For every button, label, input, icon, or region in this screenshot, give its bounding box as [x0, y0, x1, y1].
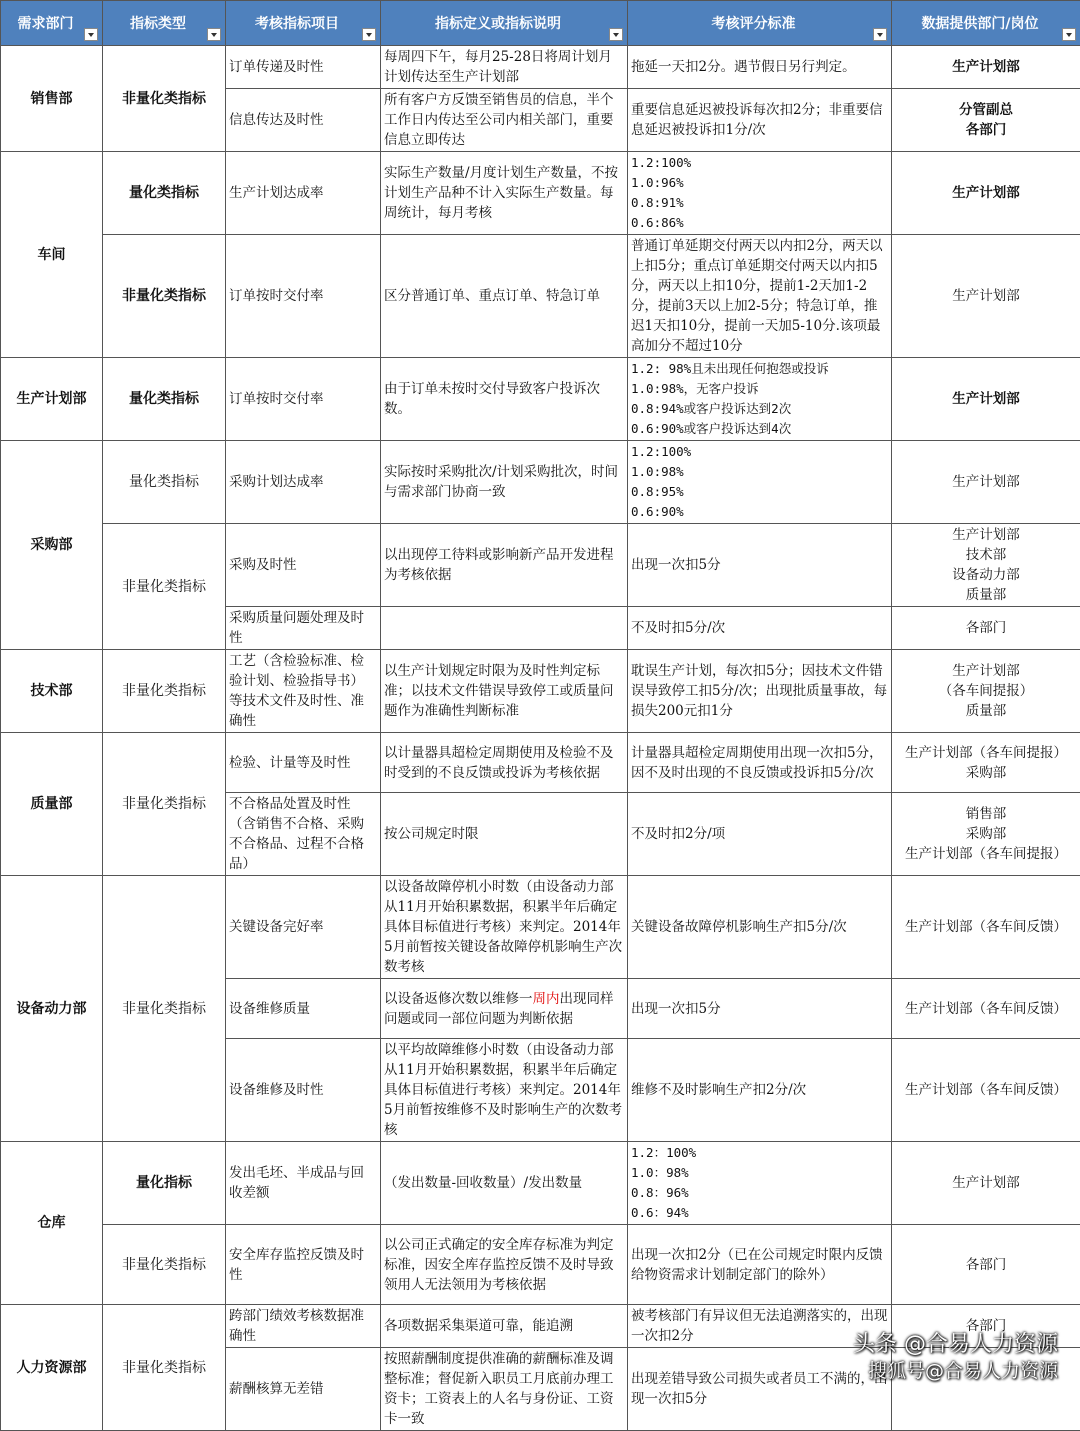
definition-cell: 按公司规定时限 — [381, 793, 628, 876]
item-cell: 工艺（含检验标准、检验计划、检验指导书）等技术文件及时性、准确性 — [226, 650, 381, 733]
provider-cell: 生产计划部 — [892, 46, 1080, 89]
definition-cell: 以公司正式确定的安全库存标准为判定标准，因安全库存监控反馈不及时导致领用人无法领用为考核依据 — [381, 1225, 628, 1305]
provider-cell: 生产计划部 — [892, 358, 1080, 441]
definition-cell: 以设备返修次数以维修一周内出现同样问题或同一部位问题为判断依据 — [381, 979, 628, 1039]
filter-dropdown-icon[interactable] — [84, 28, 98, 41]
table-row — [1, 876, 1080, 979]
header-item[interactable]: 考核指标项目 — [226, 1, 381, 46]
definition-cell: 以出现停工待料或影响新产品开发进程为考核依据 — [381, 524, 628, 607]
indicator-type-cell: 量化类指标 — [103, 358, 226, 441]
standard-cell: 1.2：100% 1.0：98% 0.8：96% 0.6：94% — [628, 1142, 892, 1225]
item-cell: 信息传达及时性 — [226, 89, 381, 152]
item-cell: 生产计划达成率 — [226, 152, 381, 235]
item-cell: 采购计划达成率 — [226, 441, 381, 524]
definition-cell: 所有客户方反馈至销售员的信息，半个工作日内传达至公司内相关部门，重要信息立即传达 — [381, 89, 628, 152]
table-row — [1, 441, 1080, 524]
filter-dropdown-icon[interactable] — [1062, 28, 1076, 41]
table-row — [1, 1305, 1080, 1348]
header-provider[interactable]: 数据提供部门/岗位 — [892, 1, 1080, 46]
item-cell: 订单按时交付率 — [226, 235, 381, 358]
standard-cell: 1.2:100% 1.0:96% 0.8:91% 0.6:86% — [628, 152, 892, 235]
definition-cell: 以设备故障停机小时数（由设备动力部从11月开始积累数据，积累半年后确定具体目标值进行考核）来判定。2014年5月前暂按关键设备故障停机影响生产次数考核 — [381, 876, 628, 979]
provider-cell: 生产计划部 （各车间提报） 质量部 — [892, 650, 1080, 733]
definition-cell: （发出数量-回收数量）/发出数量 — [381, 1142, 628, 1225]
standard-cell: 出现一次扣2分（已在公司规定时限内反馈给物资需求计划制定部门的除外） — [628, 1225, 892, 1305]
dept-cell: 车间 — [1, 152, 103, 358]
definition-cell: 实际按时采购批次/计划采购批次，时间与需求部门协商一致 — [381, 441, 628, 524]
table-row — [1, 1142, 1080, 1225]
dept-cell: 采购部 — [1, 441, 103, 650]
standard-cell: 出现差错导致公司损失或者员工不满的，出现一次扣5分 — [628, 1348, 892, 1431]
standard-cell: 不及时扣2分/项 — [628, 793, 892, 876]
definition-cell: 实际生产数量/月度计划生产数量，不按计划生产品种不计入实际生产数量。每周统计，每月考核 — [381, 152, 628, 235]
provider-cell: 各部门 — [892, 1225, 1080, 1305]
header-indicator-type[interactable]: 指标类型 — [103, 1, 226, 46]
definition-cell: 以计量器具超检定周期使用及检验不及时受到的不良反馈或投诉为考核依据 — [381, 733, 628, 793]
dept-cell: 仓库 — [1, 1142, 103, 1305]
item-cell: 安全库存监控反馈及时性 — [226, 1225, 381, 1305]
indicator-type-cell: 量化类指标 — [103, 152, 226, 235]
filter-dropdown-icon[interactable] — [609, 28, 623, 41]
standard-cell: 拖延一天扣2分。遇节假日另行判定。 — [628, 46, 892, 89]
item-cell: 设备维修质量 — [226, 979, 381, 1039]
indicator-type-cell: 非量化类指标 — [103, 1225, 226, 1305]
definition-cell: 各项数据采集渠道可靠，能追溯 — [381, 1305, 628, 1348]
item-cell: 检验、计量等及时性 — [226, 733, 381, 793]
standard-cell: 重要信息延迟被投诉每次扣2分；非重要信息延迟被投诉扣1分/次 — [628, 89, 892, 152]
definition-cell: 按照薪酬制度提供准确的薪酬标准及调整标准；督促新入职员工月底前办理工资卡；工资表上的人名与身份证、工资卡一致 — [381, 1348, 628, 1431]
table-row — [1, 524, 1080, 607]
provider-cell: 生产计划部（各车间反馈） — [892, 876, 1080, 979]
header-dept[interactable]: 需求部门 — [1, 1, 103, 46]
provider-cell: 销售部 采购部 生产计划部（各车间提报） — [892, 793, 1080, 876]
table-row — [1, 152, 1080, 235]
provider-cell: 生产计划部 技术部 设备动力部 质量部 — [892, 524, 1080, 607]
header-definition[interactable]: 指标定义或指标说明 — [381, 1, 628, 46]
watermark-line-2: 搜狐号@合易人力资源 — [853, 1359, 1058, 1383]
standard-cell: 关键设备故障停机影响生产扣5分/次 — [628, 876, 892, 979]
standard-cell: 1.2:100% 1.0:98% 0.8:95% 0.6:90% — [628, 441, 892, 524]
item-cell: 薪酬核算无差错 — [226, 1348, 381, 1431]
item-cell: 不合格品处置及时性（含销售不合格、采购不合格品、过程不合格品） — [226, 793, 381, 876]
item-cell: 发出毛坯、半成品与回收差额 — [226, 1142, 381, 1225]
standard-cell: 耽误生产计划，每次扣5分；因技术文件错误导致停工扣5分/次；出现批质量事故，每损失200元扣1分 — [628, 650, 892, 733]
table-row — [1, 733, 1080, 793]
table-row — [1, 650, 1080, 733]
table-row — [1, 358, 1080, 441]
provider-cell: 生产计划部 — [892, 441, 1080, 524]
provider-cell: 分管副总 各部门 — [892, 89, 1080, 152]
item-cell: 跨部门绩效考核数据准确性 — [226, 1305, 381, 1348]
provider-cell: 生产计划部（各车间反馈） — [892, 1039, 1080, 1142]
item-cell: 订单传递及时性 — [226, 46, 381, 89]
indicator-type-cell: 量化指标 — [103, 1142, 226, 1225]
indicator-type-cell: 非量化类指标 — [103, 876, 226, 1142]
dept-cell: 销售部 — [1, 46, 103, 152]
definition-cell: 由于订单未按时交付导致客户投诉次数。 — [381, 358, 628, 441]
provider-cell: 生产计划部 — [892, 235, 1080, 358]
dept-cell: 质量部 — [1, 733, 103, 876]
provider-cell: 各部门 — [892, 1305, 1080, 1348]
item-cell: 设备维修及时性 — [226, 1039, 381, 1142]
item-cell: 采购及时性 — [226, 524, 381, 607]
dept-cell: 技术部 — [1, 650, 103, 733]
dept-cell: 人力资源部 — [1, 1305, 103, 1431]
table-row — [1, 235, 1080, 358]
header-standard[interactable]: 考核评分标准 — [628, 1, 892, 46]
definition-cell: 以生产计划规定时限为及时性判定标准；以技术文件错误导致停工或质量问题作为准确性判断标准 — [381, 650, 628, 733]
indicator-type-cell: 量化类指标 — [103, 441, 226, 524]
standard-cell: 计量器具超检定周期使用出现一次扣5分，因不及时出现的不良反馈或投诉扣5分/次 — [628, 733, 892, 793]
indicator-type-cell: 非量化类指标 — [103, 733, 226, 876]
provider-cell: 生产计划部 — [892, 1142, 1080, 1225]
dept-cell: 生产计划部 — [1, 358, 103, 441]
filter-dropdown-icon[interactable] — [362, 28, 376, 41]
standard-cell: 普通订单延期交付两天以内扣2分，两天以上扣5分；重点订单延期交付两天以内扣5分，两天以上扣10分，提前1-2天加1-2分，提前3天以上加2-5分；特急订单，推迟1天扣10分，提前一天加5-10分.该项最高加分不超过10分 — [628, 235, 892, 358]
standard-cell: 维修不及时影响生产扣2分/次 — [628, 1039, 892, 1142]
item-cell: 订单按时交付率 — [226, 358, 381, 441]
standard-cell: 1.2: 98%且未出现任何抱怨或投诉 1.0:98%，无客户投诉 0.8:94%或客户投诉达到2次 0.6:90%或客户投诉达到4次 — [628, 358, 892, 441]
provider-cell: 生产计划部 — [892, 152, 1080, 235]
indicator-type-cell: 非量化类指标 — [103, 1305, 226, 1431]
provider-cell: 生产计划部（各车间提报） 采购部 — [892, 733, 1080, 793]
indicator-type-cell: 非量化类指标 — [103, 235, 226, 358]
watermark-line-1: 头条 @合易人力资源 — [853, 1331, 1058, 1359]
table-row — [1, 1225, 1080, 1305]
definition-cell — [381, 607, 628, 650]
standard-cell: 出现一次扣5分 — [628, 979, 892, 1039]
provider-cell — [892, 1348, 1080, 1431]
definition-cell: 区分普通订单、重点订单、特急订单 — [381, 235, 628, 358]
filter-dropdown-icon[interactable] — [873, 28, 887, 41]
table-row — [1, 46, 1080, 89]
filter-dropdown-icon[interactable] — [207, 28, 221, 41]
highlight-text: 周内 — [533, 991, 560, 1007]
item-cell: 采购质量问题处理及时性 — [226, 607, 381, 650]
definition-cell: 每周四下午，每月25-28日将周计划月计划传达至生产计划部 — [381, 46, 628, 89]
indicator-type-cell: 非量化类指标 — [103, 46, 226, 152]
header-row — [1, 1, 1080, 46]
definition-cell: 以平均故障维修小时数（由设备动力部从11月开始积累数据，积累半年后确定具体目标值进行考核）来判定。2014年5月前暂按维修不及时影响生产的次数考核 — [381, 1039, 628, 1142]
provider-cell: 各部门 — [892, 607, 1080, 650]
item-cell: 关键设备完好率 — [226, 876, 381, 979]
standard-cell: 出现一次扣5分 — [628, 524, 892, 607]
indicator-type-cell: 非量化类指标 — [103, 524, 226, 650]
dept-cell: 设备动力部 — [1, 876, 103, 1142]
standard-cell: 不及时扣5分/次 — [628, 607, 892, 650]
standard-cell: 被考核部门有异议但无法追溯落实的，出现一次扣2分 — [628, 1305, 892, 1348]
provider-cell: 生产计划部（各车间反馈） — [892, 979, 1080, 1039]
indicator-type-cell: 非量化类指标 — [103, 650, 226, 733]
